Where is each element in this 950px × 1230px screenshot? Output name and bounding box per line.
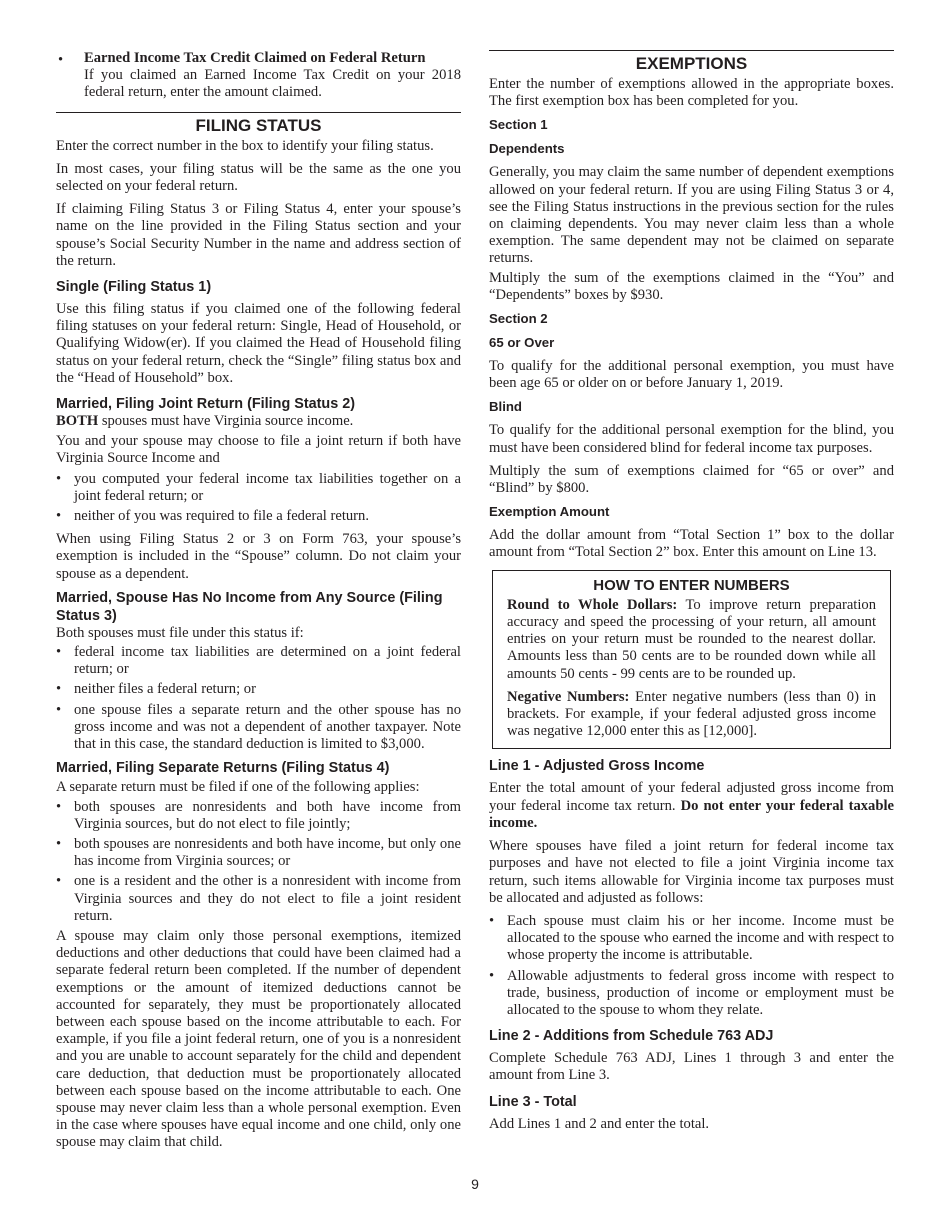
line1-list [489,913,894,1019]
mfj-paragraph-1 [56,413,461,430]
mns-heading: Married, Spouse Has No Income from Any Source (Filing Status 3) [56,589,443,624]
line3-heading: Line 3 - Total [489,1093,577,1110]
single-text: Use this filing status if you claimed one of the following federal filing statuses on your federal return: Single, Head of Household, or Qualifying Widow(er). If you claimed the Head of Household filing status on your federal return, check the “Single” filing status box and the “Head of Household” box. [56,301,461,386]
eitc-heading: • Earned Income Tax Credit Claimed on Federal Return [84,50,426,66]
single-heading: Single (Filing Status 1) [56,279,212,296]
box-round-paragraph [507,597,876,683]
blind-paragraph-1: To qualify for the additional personal exemption for the blind, you must have been considered blind for federal income tax purposes. [489,422,894,456]
mfj-both: BOTH [56,413,99,430]
line1-paragraph-1 [489,780,894,832]
section-2-heading: Section 2 [489,311,548,327]
line1-bold: Do not enter your federal taxable income. [489,797,894,831]
ex-paragraph-1: Enter the number of exemptions allowed in the appropriate boxes. The first exemption box has been completed for you. [489,76,894,110]
list-item: • both spouses are nonresidents and both have income, but only one has income from Virginia sources; or [56,836,461,870]
list-item: • Allowable adjustments to federal gross income with respect to trade, business, production of income or employment must be allocated to the spouse to whom they relate. [489,968,894,1020]
section-1-heading: Section 1 [489,117,548,133]
line2-heading: Line 2 - Additions from Schedule 763 ADJ [489,1028,774,1045]
mfs-list [56,799,461,925]
fs-paragraph-1: Enter the correct number in the box to identify your filing status. [56,137,434,154]
blind-heading: Blind [489,399,522,415]
fs-paragraph-3: If claiming Filing Status 3 or Filing Status 4, enter your spouse’s name on the line provided in the Filing Status section and your spouse’s Social Security Number in the name and address section of the return. [56,201,461,269]
exemption-amount-paragraph: Add the dollar amount from “Total Section 1” box to the dollar amount from “Total Section 2” box. Enter this amount on Line 13. [489,527,894,561]
box-title: HOW TO ENTER NUMBERS [593,576,790,594]
box-round-text: To improve return preparation accuracy and speed the processing of your return, all amount entries on your return must be rounded to the nearest dollar. Amounts less than 50 cents are to be rounded down while all amounts 50 cents - 99 cents are to be rounded up. [507,596,876,682]
page-number: 9 [471,1176,479,1192]
filing-status-title: FILING STATUS [56,112,461,136]
box-negative-label: Negative Numbers: [507,688,630,705]
mfs-paragraph-1: A separate return must be filed if one of the following applies: [56,779,420,796]
list-item: • one is a resident and the other is a nonresident with income from Virginia sources and they do not elect to file a joint resident return. [56,873,461,925]
mfj-both-rest: spouses must have Virginia source income. [98,413,354,430]
mns-paragraph-1: Both spouses must file under this status if: [56,624,304,641]
how-to-enter-numbers-box [492,570,891,750]
age65-heading: 65 or Over [489,335,555,351]
list-item: • federal income tax liabilities are determined on a joint federal return; or [56,644,461,678]
dependents-heading: Dependents [489,141,565,157]
list-item: • Each spouse must claim his or her income. Income must be allocated to the spouse who earned the income and with respect to whose property the income is attributable. [489,913,894,965]
line1-paragraph-2: Where spouses have filed a joint return for federal income tax purposes and have not elected to file a joint Virginia income tax return, such items allowable for Virginia income tax purposes must be allocated and adjusted as follows: [489,838,894,906]
list-item: • both spouses are nonresidents and both have income from Virginia sources, but do not elect to file jointly; [56,799,461,833]
eitc-text: If you claimed an Earned Income Tax Credit on your 2018 federal return, enter the amount claimed. [84,67,461,101]
mns-list [56,644,461,753]
list-item: • one spouse files a separate return and the other spouse has no gross income and was not a dependent of another taxpayer. Note that in this case, the standard deduction is limited to $3,000. [56,702,461,754]
box-negative-text: Enter negative numbers (less than 0) in brackets. For example, if your federal adjusted gross income was negative 12,000 enter this as [12,000]. [507,688,876,740]
mfs-paragraph-2: A spouse may claim only those personal exemptions, itemized deductions and other deductions that could have been claimed had a separate federal return been completed. If the number of dependent exemptions or the amount of itemized deductions cannot be accounted for separately, they must be proportionately allocated between each spouse based on the income attributable to each. For example, if you file a joint federal return, one of you is a nonresident and you are unable to account separately for the child and dependent care deduction, that deduction must be proportionately allocated between each spouse based on the income attributable to each. One spouse may never claim less than a whole personal exemption. Even in the case where spouses have equal income and one child, only one spouse may claim that child. [56,927,461,1151]
exemptions-title: EXEMPTIONS [489,50,894,74]
list-item: • neither files a federal return; or [56,681,461,698]
line2-paragraph: Complete Schedule 763 ADJ, Lines 1 through 3 and enter the amount from Line 3. [489,1050,894,1084]
mfj-list [56,471,461,526]
list-item: • you computed your federal income tax liabilities together on a joint federal return; or [56,471,461,505]
mfs-heading: Married, Filing Separate Returns (Filing Status 4) [56,760,390,777]
mfj-heading: Married, Filing Joint Return (Filing Status 2) [56,396,356,413]
line3-paragraph: Add Lines 1 and 2 and enter the total. [489,1115,710,1132]
list-item: • neither of you was required to file a federal return. [56,508,461,525]
line1-text: Enter the total amount of your federal adjusted gross income from your federal income tax return. [489,780,894,814]
line1-heading: Line 1 - Adjusted Gross Income [489,758,705,775]
left-column [56,50,461,1158]
box-negative-paragraph [507,689,876,741]
mfj-paragraph-3: When using Filing Status 2 or 3 on Form 763, your spouse’s exemption is included in the “Spouse” column. Do not claim your spouse as a dependent. [56,531,461,582]
exemption-amount-heading: Exemption Amount [489,504,610,520]
box-round-label: Round to Whole Dollars: [507,596,678,613]
blind-paragraph-2: Multiply the sum of exemptions claimed for “65 or over” and “Blind” by $800. [489,462,894,497]
dependents-paragraph-2: Multiply the sum of the exemptions claimed in the “You” and “Dependents” boxes by $930. [489,269,894,303]
dependents-paragraph-1: Generally, you may claim the same number of dependent exemptions allowed on your federal return. If you are using Filing Status 3 or 4, see the Filing Status instructions in the previous section for the rules on claiming dependents. You may never claim less than a whole exemption. The same dependent may not be claimed on separate returns. [489,164,894,267]
eitc-item [56,50,461,102]
right-column [489,50,894,1139]
age65-paragraph: To qualify for the additional personal exemption, you must have been age 65 or older on or before January 1, 2019. [489,358,894,392]
fs-paragraph-2: In most cases, your filing status will be the same as the one you selected on your federal return. [56,160,461,195]
mfj-paragraph-2: You and your spouse may choose to file a joint return if both have Virginia Source Income and [56,433,461,467]
